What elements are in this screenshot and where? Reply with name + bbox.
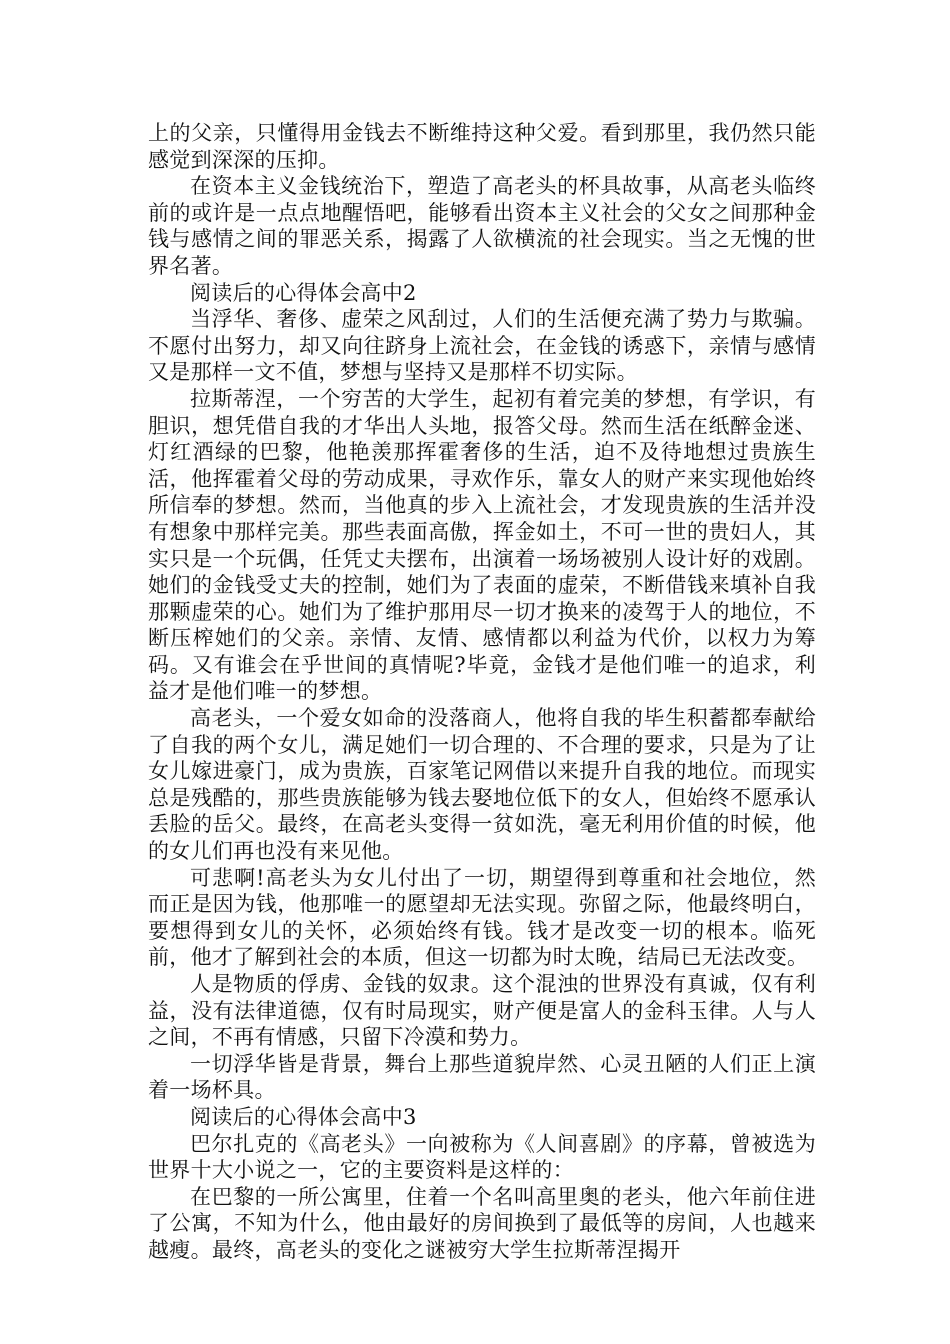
- paragraph: 高老头，一个爱女如命的没落商人，他将自我的毕生积蓄都奉献给了自我的两个女儿，满足她们一切合理的、不合理的要求，只是为了让女儿嫁进豪门，成为贵族，百家笔记网借以来提升自我的地位。而现实总是残酷的，那些贵族能够为钱去娶地位低下的女人，但始终不愿承认丢脸的岳父。最终，在高老头变得一贫如洗，毫无利用价值的时候，他的女儿们再也没有来见他。: [148, 706, 816, 864]
- paragraph: 当浮华、奢侈、虚荣之风刮过，人们的生活便充满了势力与欺骗。不愿付出努力，却又向往跻身上流社会，在金钱的诱惑下，亲情与感情又是那样一文不值，梦想与坚持又是那样不切实际。: [148, 307, 816, 385]
- paragraph: 在资本主义金钱统治下，塑造了高老头的杯具故事，从高老头临终前的或许是一点点地醒悟吧，能够看出资本主义社会的父女之间那种金钱与感情之间的罪恶关系，揭露了人欲横流的社会现实。当之无愧的世界名著。: [148, 174, 816, 278]
- paragraph: 巴尔扎克的《高老头》一向被称为《人间喜剧》的序幕，曾被选为世界十大小说之一，它的主要资料是这样的：: [148, 1131, 816, 1183]
- paragraph: 可悲啊!高老头为女儿付出了一切，期望得到尊重和社会地位，然而正是因为钱，他那唯一的愿望却无法实现。弥留之际，他最终明白，要想得到女儿的关怀，必须始终有钱。钱才是改变一切的根本。临死前，他才了解到社会的本质，但这一切都为时太晚，结局已无法改变。: [148, 865, 816, 970]
- paragraph: 在巴黎的一所公寓里，住着一个名叫高里奥的老头，他六年前住进了公寓，不知为什么，他由最好的房间换到了最低等的房间，人也越来越瘦。最终，高老头的变化之谜被穷大学生拉斯蒂涅揭开: [148, 1184, 816, 1262]
- paragraph: 上的父亲，只懂得用金钱去不断维持这种父爱。看到那里，我仍然只能感觉到深深的压抑。: [148, 121, 816, 172]
- paragraph: 人是物质的俘虏、金钱的奴隶。这个混浊的世界没有真诚，仅有利益，没有法律道德，仅有时局现实，财产便是富人的金科玉律。人与人之间，不再有情感，只留下冷漠和势力。: [148, 972, 816, 1050]
- paragraph: 拉斯蒂涅，一个穷苦的大学生，起初有着完美的梦想，有学识，有胆识，想凭借自我的才华出人头地，报答父母。然而生活在纸醉金迷、灯红酒绿的巴黎，他艳羡那挥霍奢侈的生活，迫不及待地想过贵族生活，他挥霍着父母的劳动成果，寻欢作乐，靠女人的财产来实现他始终所信奉的梦想。然而，当他真的步入上流社会，才发现贵族的生活并没有想象中那样完美。那些表面高傲，挥金如土，不可一世的贵妇人，其实只是一个玩偶，任凭丈夫摆布，出演着一场场被别人设计好的戏剧。她们的金钱受丈夫的控制，她们为了表面的虚荣，不断借钱来填补自我那颗虚荣的心。她们为了维护那用尽一切才换来的凌驾于人的地位，不断压榨她们的父亲。亲情、友情、感情都以利益为代价，以权力为筹码。又有谁会在乎世间的真情呢?毕竟，金钱才是他们唯一的追求，利益才是他们唯一的梦想。: [148, 386, 816, 704]
- section-heading: 阅读后的心得体会高中2: [190, 280, 417, 305]
- section-heading: 阅读后的心得体会高中3: [190, 1104, 417, 1129]
- paragraph: 一切浮华皆是背景，舞台上那些道貌岸然、心灵丑陋的人们正上演着一场杯具。: [148, 1051, 816, 1103]
- document-body: [148, 120, 816, 1264]
